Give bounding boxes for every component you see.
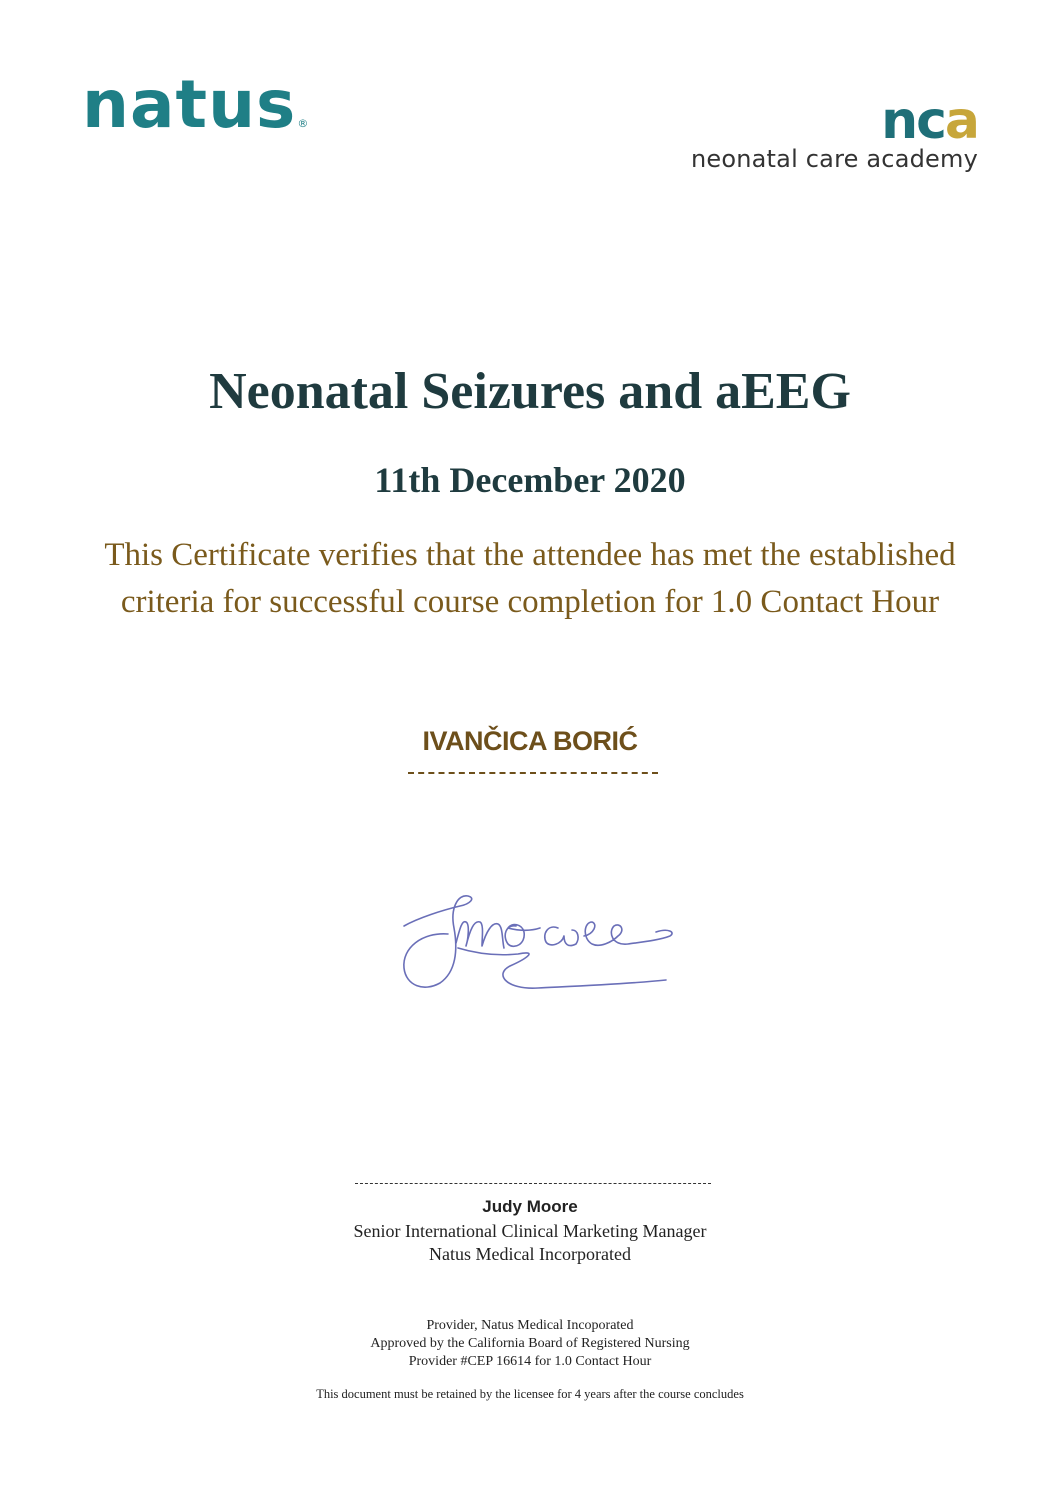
provider-line-3: Provider #CEP 16614 for 1.0 Contact Hour — [408, 1354, 652, 1369]
natus-logo-text: natus — [82, 66, 297, 143]
certificate-statement — [60, 532, 1000, 626]
certificate-date: 11th December 2020 — [374, 460, 686, 500]
registered-mark: ® — [297, 117, 310, 130]
statement-line-1: This Certificate verifies that the attendee has met the established — [104, 537, 956, 573]
certificate-title: Neonatal Seizures and aEEG — [209, 363, 851, 420]
signatory-title: Senior International Clinical Marketing Manager — [353, 1221, 707, 1241]
natus-logo — [82, 66, 310, 143]
nca-logo-mark-nc: nc — [881, 91, 945, 151]
nca-logo-mark — [881, 91, 978, 151]
signatory-name: Judy Moore — [482, 1197, 578, 1216]
handwritten-signature — [398, 888, 678, 1003]
nca-logo-mark-a: a — [944, 91, 978, 151]
recipient-name: IVANČICA BORIĆ — [422, 726, 638, 756]
retention-note: This document must be retained by the licensee for 4 years after the course concludes — [316, 1387, 744, 1401]
provider-line-2: Approved by the California Board of Registered Nursing — [370, 1336, 690, 1351]
signature-line — [355, 1183, 711, 1184]
recipient-underline — [408, 772, 658, 774]
nca-tagline: neonatal care academy — [690, 145, 978, 173]
signatory-company: Natus Medical Incorporated — [429, 1244, 631, 1264]
statement-line-2: criteria for successful course completion for 1.0 Contact Hour — [120, 584, 940, 620]
nca-logo — [680, 91, 990, 180]
provider-line-1: Provider, Natus Medical Incoporated — [426, 1318, 634, 1333]
